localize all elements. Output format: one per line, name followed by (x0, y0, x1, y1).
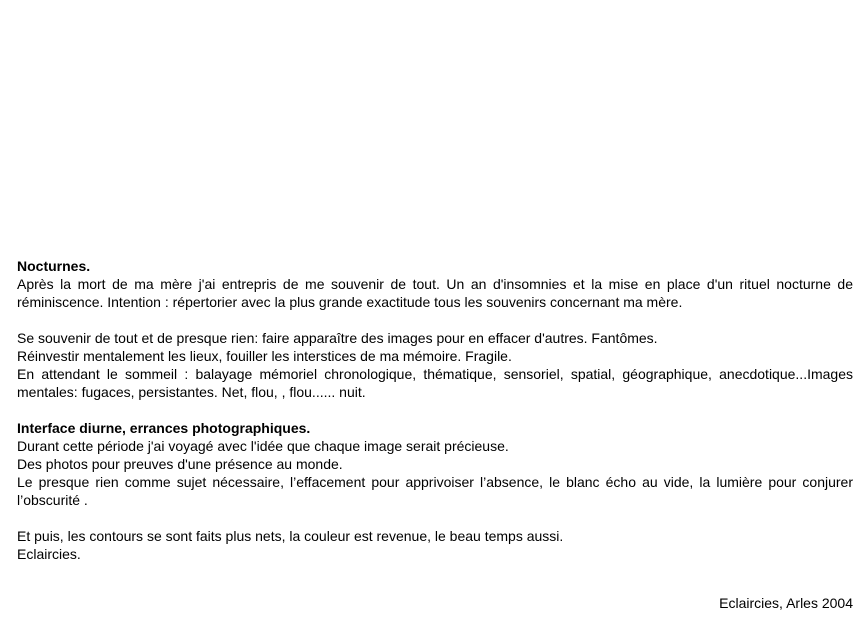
statement-text (17, 257, 853, 563)
image-caption: Eclaircies, Arles 2004 (719, 595, 853, 611)
paragraph-line: Eclaircies. (17, 546, 81, 562)
paragraph-line: Durant cette période j'ai voyagé avec l'idée que chaque image serait précieuse. (17, 438, 509, 454)
heading-nocturnes: Nocturnes. (17, 258, 91, 274)
spacer (17, 509, 853, 527)
paragraph-line: En attendant le sommeil : balayage mémoriel chronologique, thématique, sensoriel, spatial, géographique, anecdotique...Images mentales: fugaces, persistantes. Net, flou, , flou...... nuit. (17, 366, 853, 400)
spacer (17, 401, 853, 419)
paragraph-line: Le presque rien comme sujet nécessaire, l’effacement pour apprivoiser l’absence, le blanc écho au vide, la lumière pour conjurer l’obscurité . (17, 474, 853, 508)
paragraph-line: Et puis, les contours se sont faits plus nets, la couleur est revenue, le beau temps aussi. (17, 528, 564, 544)
paragraph-line: Des photos pour preuves d'une présence au monde. (17, 456, 343, 472)
spacer (17, 311, 853, 329)
heading-interface-diurne: Interface diurne, errances photographiques. (17, 420, 311, 436)
paragraph-line: Réinvestir mentalement les lieux, fouiller les interstices de ma mémoire. Fragile. (17, 348, 512, 364)
paragraph-line: Se souvenir de tout et de presque rien: faire apparaître des images pour en effacer d'autres. Fantômes. (17, 330, 658, 346)
paragraph-nocturnes-intro: Après la mort de ma mère j'ai entrepris de me souvenir de tout. Un an d'insomnies et la mise en place d'un rituel nocturne de réminiscence. Intention : répertorier avec la plus grande exactitude tous les souvenirs concernant ma mère. (17, 276, 853, 310)
